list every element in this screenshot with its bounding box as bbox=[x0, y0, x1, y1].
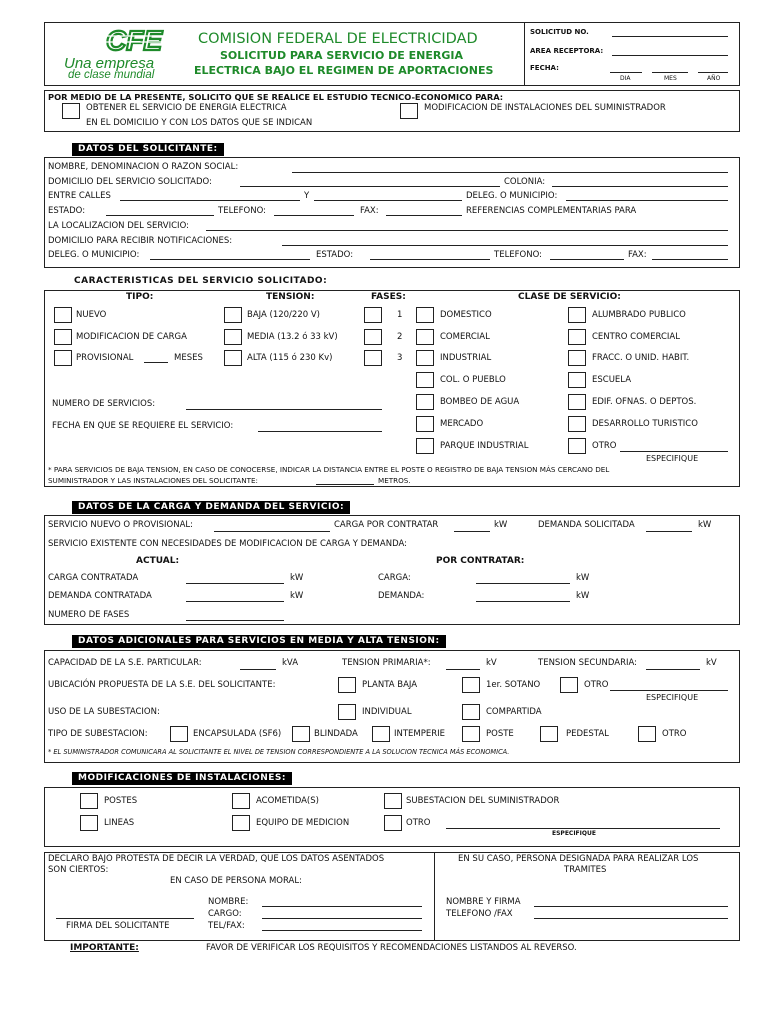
capacidad-unit: kVA bbox=[282, 658, 299, 668]
estado-label: ESTADO: bbox=[48, 206, 86, 216]
fecha-dia-field[interactable] bbox=[610, 72, 642, 73]
clase-alumbrado-label: ALUMBRADO PUBLICO bbox=[592, 310, 686, 320]
declaro-line-1: DECLARO BAJO PROTESTA DE DECIR LA VERDAD, QUE LOS DATOS ASENTADOS bbox=[48, 854, 385, 864]
demanda-contratada-label: DEMANDA CONTRATADA bbox=[48, 591, 152, 601]
notificaciones-field[interactable] bbox=[282, 245, 728, 246]
colonia-field[interactable] bbox=[552, 186, 728, 187]
moral-telfax-label: TEL/FAX: bbox=[208, 921, 245, 931]
firma-solicitante-label: FIRMA DEL SOLICITANTE bbox=[66, 921, 170, 931]
solicitante-heading: DATOS DEL SOLICITANTE: bbox=[72, 143, 224, 156]
fases-heading: FASES: bbox=[371, 292, 406, 302]
fecha-anio-field[interactable] bbox=[698, 72, 728, 73]
modificaciones-otro-label: OTRO bbox=[406, 818, 431, 828]
meses-field[interactable] bbox=[144, 362, 168, 363]
cfe-logo-icon bbox=[62, 26, 174, 56]
numero-servicios-label: NUMERO DE SERVICIOS: bbox=[52, 399, 156, 409]
clase-escuela-label: ESCUELA bbox=[592, 375, 632, 385]
caracteristicas-heading: CARACTERISTICAS DEL SERVICIO SOLICITADO: bbox=[74, 276, 328, 286]
carga-contratar-label: CARGA POR CONTRATAR bbox=[334, 520, 439, 530]
telefono-fax-label: TELEFONO /FAX bbox=[446, 909, 513, 919]
sotano-label: 1er. SOTANO bbox=[486, 680, 541, 690]
nombre-firma-field[interactable] bbox=[534, 906, 728, 907]
tipo-modificacion-checkbox[interactable] bbox=[54, 329, 72, 345]
fax-2-label: FAX: bbox=[628, 250, 647, 260]
ubicacion-otro-field[interactable] bbox=[610, 690, 728, 691]
tipo-nuevo-checkbox[interactable] bbox=[54, 307, 72, 323]
localizacion-field[interactable] bbox=[206, 230, 728, 231]
acometida-label: ACOMETIDA(S) bbox=[256, 796, 319, 806]
uso-individual-checkbox[interactable] bbox=[338, 704, 356, 720]
capacidad-label: CAPACIDAD DE LA S.E. PARTICULAR: bbox=[48, 658, 202, 668]
encapsulada-checkbox[interactable] bbox=[170, 726, 188, 742]
fases-3-label: 3 bbox=[397, 353, 403, 363]
firma-divider bbox=[434, 852, 435, 941]
clase-col-pueblo-checkbox[interactable] bbox=[416, 372, 434, 388]
sotano-checkbox[interactable] bbox=[462, 677, 480, 693]
carga-heading: DATOS DE LA CARGA Y DEMANDA DEL SERVICIO: bbox=[72, 501, 350, 514]
baja-tension-note-1: * PARA SERVICIOS DE BAJA TENSION, EN CASO DE CONOCERSE, INDICAR LA DISTANCIA ENTRE EL POSTE O REGISTRO DE BAJA TENSION MÁS CERCANO DEL bbox=[48, 465, 610, 474]
carga-contratada-field[interactable] bbox=[186, 583, 284, 584]
uso-label: USO DE LA SUBESTACION: bbox=[48, 707, 160, 717]
fecha-mes-field[interactable] bbox=[652, 72, 688, 73]
clase-heading: CLASE DE SERVICIO: bbox=[518, 292, 621, 302]
obtener-servicio-label-2: EN EL DOMICILIO Y CON LOS DATOS QUE SE INDICAN bbox=[86, 118, 313, 128]
referencias-label: REFERENCIAS COMPLEMENTARIAS PARA bbox=[466, 206, 637, 216]
tipo-nuevo-label: NUEVO bbox=[76, 310, 107, 320]
clase-parque-industrial-label: PARQUE INDUSTRIAL bbox=[440, 441, 529, 451]
clase-fracc-label: FRACC. O UNID. HABIT. bbox=[592, 353, 690, 363]
tipo-provisional-checkbox[interactable] bbox=[54, 350, 72, 366]
fecha-label: FECHA: bbox=[530, 64, 559, 72]
deleg-municipio-label: DELEG. O MUNICIPIO: bbox=[466, 191, 558, 201]
moral-nombre-field[interactable] bbox=[262, 906, 422, 907]
solicitud-no-field[interactable] bbox=[612, 36, 728, 37]
page-title: COMISION FEDERAL DE ELECTRICIDAD bbox=[198, 31, 478, 47]
nombre-field[interactable] bbox=[292, 172, 728, 173]
fases-2-label: 2 bbox=[397, 332, 403, 342]
demanda-solicitada-unit: kW bbox=[698, 520, 712, 530]
fases-1-label: 1 bbox=[397, 310, 403, 320]
uso-compartida-label: COMPARTIDA bbox=[486, 707, 542, 717]
carga-field[interactable] bbox=[476, 583, 570, 584]
logo-slogan-1: Una empresa bbox=[64, 55, 155, 72]
clase-bombeo-label: BOMBEO DE AGUA bbox=[440, 397, 520, 407]
tension-primaria-unit: kV bbox=[486, 658, 497, 668]
fases-2-checkbox[interactable] bbox=[364, 329, 382, 345]
ubicacion-label: UBICACIÓN PROPUESTA DE LA S.E. DEL SOLICITANTE: bbox=[48, 680, 276, 690]
postes-label: POSTES bbox=[104, 796, 138, 806]
nombre-label: NOMBRE, DENOMINACION O RAZON SOCIAL: bbox=[48, 162, 239, 172]
telefono-fax-field[interactable] bbox=[534, 918, 728, 919]
fax-field[interactable] bbox=[386, 215, 462, 216]
tension-secundaria-field[interactable] bbox=[646, 669, 700, 670]
clase-alumbrado-checkbox[interactable] bbox=[568, 307, 586, 323]
tipo-provisional-label: PROVISIONAL bbox=[76, 353, 134, 363]
numero-servicios-field[interactable] bbox=[186, 409, 382, 410]
planta-baja-checkbox[interactable] bbox=[338, 677, 356, 693]
pedestal-checkbox[interactable] bbox=[540, 726, 558, 742]
clase-mercado-checkbox[interactable] bbox=[416, 416, 434, 432]
estado-2-field[interactable] bbox=[370, 259, 490, 260]
por-contratar-heading: POR CONTRATAR: bbox=[436, 556, 525, 566]
designada-line-2: TRAMITES bbox=[564, 865, 607, 875]
persona-moral-label: EN CASO DE PERSONA MORAL: bbox=[170, 876, 302, 886]
importante-label: IMPORTANTE: bbox=[70, 943, 139, 953]
demanda-field[interactable] bbox=[476, 601, 570, 602]
tipo-subestacion-label: TIPO DE SUBESTACION: bbox=[48, 729, 148, 739]
metros-label: METROS. bbox=[378, 476, 411, 485]
fecha-dia-label: DIA bbox=[620, 75, 631, 82]
modificaciones-especifique-label: ESPECIFIQUE bbox=[552, 830, 596, 837]
ubicacion-otro-checkbox[interactable] bbox=[560, 677, 578, 693]
servicio-existente-label: SERVICIO EXISTENTE CON NECESIDADES DE MODIFICACION DE CARGA Y DEMANDA: bbox=[48, 539, 407, 549]
carga-unit: kW bbox=[576, 573, 590, 583]
servicio-nuevo-field[interactable] bbox=[214, 531, 330, 532]
ubicacion-otro-label: OTRO bbox=[584, 680, 609, 690]
clase-edif-checkbox[interactable] bbox=[568, 394, 586, 410]
subestacion-otro-checkbox[interactable] bbox=[638, 726, 656, 742]
moral-cargo-field[interactable] bbox=[262, 918, 422, 919]
page-subtitle-1: SOLICITUD PARA SERVICIO DE ENERGIA bbox=[220, 49, 463, 62]
area-receptora-label: AREA RECEPTORA: bbox=[530, 47, 604, 55]
blindada-checkbox[interactable] bbox=[292, 726, 310, 742]
telefono-2-field[interactable] bbox=[550, 259, 624, 260]
clase-mercado-label: MERCADO bbox=[440, 419, 484, 429]
localizacion-label: LA LOCALIZACION DEL SERVICIO: bbox=[48, 221, 189, 231]
clase-otro-label: OTRO bbox=[592, 441, 617, 451]
clase-domestico-label: DOMESTICO bbox=[440, 310, 492, 320]
demanda-solicitada-label: DEMANDA SOLICITADA bbox=[538, 520, 635, 530]
fases-1-checkbox[interactable] bbox=[364, 307, 382, 323]
uso-individual-label: INDIVIDUAL bbox=[362, 707, 412, 717]
encapsulada-label: ENCAPSULADA (SF6) bbox=[193, 729, 282, 739]
tension-alta-label: ALTA (115 ó 230 Kv) bbox=[247, 353, 333, 363]
moral-telfax-field[interactable] bbox=[262, 930, 422, 931]
poste-label: POSTE bbox=[486, 729, 514, 739]
numero-fases-field[interactable] bbox=[186, 620, 284, 621]
notificaciones-label: DOMICILIO PARA RECIBIR NOTIFICACIONES: bbox=[48, 236, 233, 246]
demanda-contratada-unit: kW bbox=[290, 591, 304, 601]
tension-primaria-label: TENSION PRIMARIA*: bbox=[342, 658, 431, 668]
pedestal-label: PEDESTAL bbox=[566, 729, 609, 739]
obtener-servicio-checkbox[interactable] bbox=[62, 103, 80, 119]
importante-text: FAVOR DE VERIFICAR LOS REQUISITOS Y RECOMENDACIONES LISTANDOS AL REVERSO. bbox=[206, 943, 577, 953]
clase-bombeo-checkbox[interactable] bbox=[416, 394, 434, 410]
subestacion-suministrador-label: SUBESTACION DEL SUMINISTRADOR bbox=[406, 796, 560, 806]
carga-contratar-field[interactable] bbox=[454, 531, 490, 532]
estado-field[interactable] bbox=[106, 215, 214, 216]
clase-comercial-checkbox[interactable] bbox=[416, 329, 434, 345]
page-subtitle-2: ELECTRICA BAJO EL REGIMEN DE APORTACIONES bbox=[194, 64, 494, 77]
modificacion-instalaciones-label: MODIFICACION DE INSTALACIONES DEL SUMINISTRADOR bbox=[424, 103, 666, 113]
clase-escuela-checkbox[interactable] bbox=[568, 372, 586, 388]
tension-baja-checkbox[interactable] bbox=[224, 307, 242, 323]
designada-line-1: EN SU CASO, PERSONA DESIGNADA PARA REALIZAR LOS bbox=[458, 854, 699, 864]
fases-3-checkbox[interactable] bbox=[364, 350, 382, 366]
clase-edif-label: EDIF. OFNAS. O DEPTOS. bbox=[592, 397, 697, 407]
modificaciones-otro-field[interactable] bbox=[446, 828, 720, 829]
tension-heading: TENSION: bbox=[266, 292, 315, 302]
tipo-modificacion-label: MODIFICACION DE CARGA bbox=[76, 332, 187, 342]
demanda-contratada-field[interactable] bbox=[186, 601, 284, 602]
equipo-medicion-checkbox[interactable] bbox=[232, 815, 250, 831]
carga-contratar-unit: kW bbox=[494, 520, 508, 530]
servicio-nuevo-label: SERVICIO NUEVO O PROVISIONAL: bbox=[48, 520, 194, 530]
carga-contratada-label: CARGA CONTRATADA bbox=[48, 573, 139, 583]
metros-field[interactable] bbox=[316, 484, 374, 485]
numero-fases-label: NUMERO DE FASES bbox=[48, 610, 130, 620]
deleg-municipio-2-label: DELEG. O MUNICIPIO: bbox=[48, 250, 140, 260]
demanda-solicitada-field[interactable] bbox=[646, 531, 692, 532]
poste-checkbox[interactable] bbox=[462, 726, 480, 742]
nombre-firma-label: NOMBRE Y FIRMA bbox=[446, 897, 521, 907]
uso-compartida-checkbox[interactable] bbox=[462, 704, 480, 720]
clase-parque-industrial-checkbox[interactable] bbox=[416, 438, 434, 454]
tension-secundaria-label: TENSION SECUNDARIA: bbox=[538, 658, 638, 668]
clase-industrial-checkbox[interactable] bbox=[416, 350, 434, 366]
baja-tension-note-2: SUMINISTRADOR Y LAS INSTALACIONES DEL SOLICITANTE: bbox=[48, 476, 258, 485]
demanda-label: DEMANDA: bbox=[378, 591, 425, 601]
postes-checkbox[interactable] bbox=[80, 793, 98, 809]
actual-heading: ACTUAL: bbox=[136, 556, 180, 566]
carga-box bbox=[44, 515, 740, 625]
fecha-anio-label: AÑO bbox=[707, 75, 721, 82]
deleg-municipio-2-field[interactable] bbox=[150, 259, 310, 260]
logo-slogan-2: de clase mundial bbox=[68, 69, 155, 81]
svg-text:CFE: CFE bbox=[106, 26, 162, 56]
clase-comercial-label: COMERCIAL bbox=[440, 332, 490, 342]
ubicacion-especifique-label: ESPECIFIQUE bbox=[646, 693, 699, 702]
tipo-heading: TIPO: bbox=[126, 292, 154, 302]
clase-industrial-label: INDUSTRIAL bbox=[440, 353, 492, 363]
firma-solicitante-field[interactable] bbox=[56, 918, 194, 919]
demanda-unit: kW bbox=[576, 591, 590, 601]
declaro-line-2: SON CIERTOS: bbox=[48, 865, 109, 875]
moral-nombre-label: NOMBRE: bbox=[208, 897, 249, 907]
solicitud-no-label: SOLICITUD NO. bbox=[530, 28, 589, 36]
tension-alta-checkbox[interactable] bbox=[224, 350, 242, 366]
clase-col-pueblo-label: COL. O PUEBLO bbox=[440, 375, 506, 385]
tension-primaria-field[interactable] bbox=[446, 669, 480, 670]
area-receptora-field[interactable] bbox=[612, 55, 728, 56]
entre-calles-label: ENTRE CALLES bbox=[48, 191, 111, 201]
intemperie-label: INTEMPERIE bbox=[394, 729, 446, 739]
lineas-checkbox[interactable] bbox=[80, 815, 98, 831]
intro-text: POR MEDIO DE LA PRESENTE, SOLICITO QUE SE REALICE EL ESTUDIO TECNICO-ECONOMICO PARA: bbox=[48, 92, 504, 102]
intemperie-checkbox[interactable] bbox=[372, 726, 390, 742]
telefono-2-label: TELEFONO: bbox=[494, 250, 543, 260]
adicionales-heading: DATOS ADICIONALES PARA SERVICIOS EN MEDIA Y ALTA TENSION: bbox=[72, 635, 446, 648]
modificacion-instalaciones-checkbox[interactable] bbox=[400, 103, 418, 119]
subestacion-suministrador-checkbox[interactable] bbox=[384, 793, 402, 809]
deleg-municipio-field[interactable] bbox=[566, 200, 728, 201]
clase-desarrollo-checkbox[interactable] bbox=[568, 416, 586, 432]
fecha-requiere-label: FECHA EN QUE SE REQUIERE EL SERVICIO: bbox=[52, 421, 234, 431]
subestacion-otro-label: OTRO bbox=[662, 729, 687, 739]
carga-contratada-unit: kW bbox=[290, 573, 304, 583]
clase-especifique-label: ESPECIFIQUE bbox=[646, 454, 699, 463]
clase-desarrollo-label: DESARROLLO TURISTICO bbox=[592, 419, 698, 429]
clase-centro-comercial-checkbox[interactable] bbox=[568, 329, 586, 345]
lineas-label: LINEAS bbox=[104, 818, 135, 828]
moral-cargo-label: CARGO: bbox=[208, 909, 242, 919]
carga-label: CARGA: bbox=[378, 573, 411, 583]
tension-secundaria-unit: kV bbox=[706, 658, 717, 668]
header-right-divider bbox=[524, 22, 525, 86]
obtener-servicio-label-1: OBTENER EL SERVICIO DE ENERGIA ELECTRICA bbox=[86, 103, 287, 113]
acometida-checkbox[interactable] bbox=[232, 793, 250, 809]
fax-2-field[interactable] bbox=[652, 259, 728, 260]
modificaciones-otro-checkbox[interactable] bbox=[384, 815, 402, 831]
domicilio-label: DOMICILIO DEL SERVICIO SOLICITADO: bbox=[48, 177, 212, 187]
clase-otro-field[interactable] bbox=[620, 451, 728, 452]
cfe-logo bbox=[62, 26, 174, 82]
fecha-mes-label: MES bbox=[664, 75, 677, 82]
planta-baja-label: PLANTA BAJA bbox=[362, 680, 418, 690]
clase-domestico-checkbox[interactable] bbox=[416, 307, 434, 323]
telefono-field[interactable] bbox=[274, 215, 354, 216]
tension-media-checkbox[interactable] bbox=[224, 329, 242, 345]
tension-note: * EL SUMINISTRADOR COMUNICARA AL SOLICITANTE EL NIVEL DE TENSION CORRESPONDIENTE A LA SOLUCION TECNICA MÁS ECONOMICA. bbox=[48, 748, 510, 756]
capacidad-field[interactable] bbox=[240, 669, 276, 670]
tension-media-label: MEDIA (13.2 ó 33 kV) bbox=[247, 332, 338, 342]
domicilio-field[interactable] bbox=[240, 186, 500, 187]
telefono-label: TELEFONO: bbox=[218, 206, 267, 216]
tension-baja-label: BAJA (120/220 V) bbox=[247, 310, 320, 320]
estado-2-label: ESTADO: bbox=[316, 250, 354, 260]
fecha-requiere-field[interactable] bbox=[258, 431, 382, 432]
y-label: Y bbox=[304, 191, 310, 201]
modificaciones-heading: MODIFICACIONES DE INSTALACIONES: bbox=[72, 772, 292, 785]
equipo-medicion-label: EQUIPO DE MEDICION bbox=[256, 818, 350, 828]
clase-fracc-checkbox[interactable] bbox=[568, 350, 586, 366]
clase-otro-checkbox[interactable] bbox=[568, 438, 586, 454]
y-calle-field[interactable] bbox=[314, 200, 462, 201]
entre-calles-field[interactable] bbox=[120, 200, 300, 201]
fax-label: FAX: bbox=[360, 206, 379, 216]
meses-label: MESES bbox=[174, 353, 203, 363]
blindada-label: BLINDADA bbox=[314, 729, 358, 739]
clase-centro-comercial-label: CENTRO COMERCIAL bbox=[592, 332, 680, 342]
colonia-label: COLONIA: bbox=[504, 177, 546, 187]
